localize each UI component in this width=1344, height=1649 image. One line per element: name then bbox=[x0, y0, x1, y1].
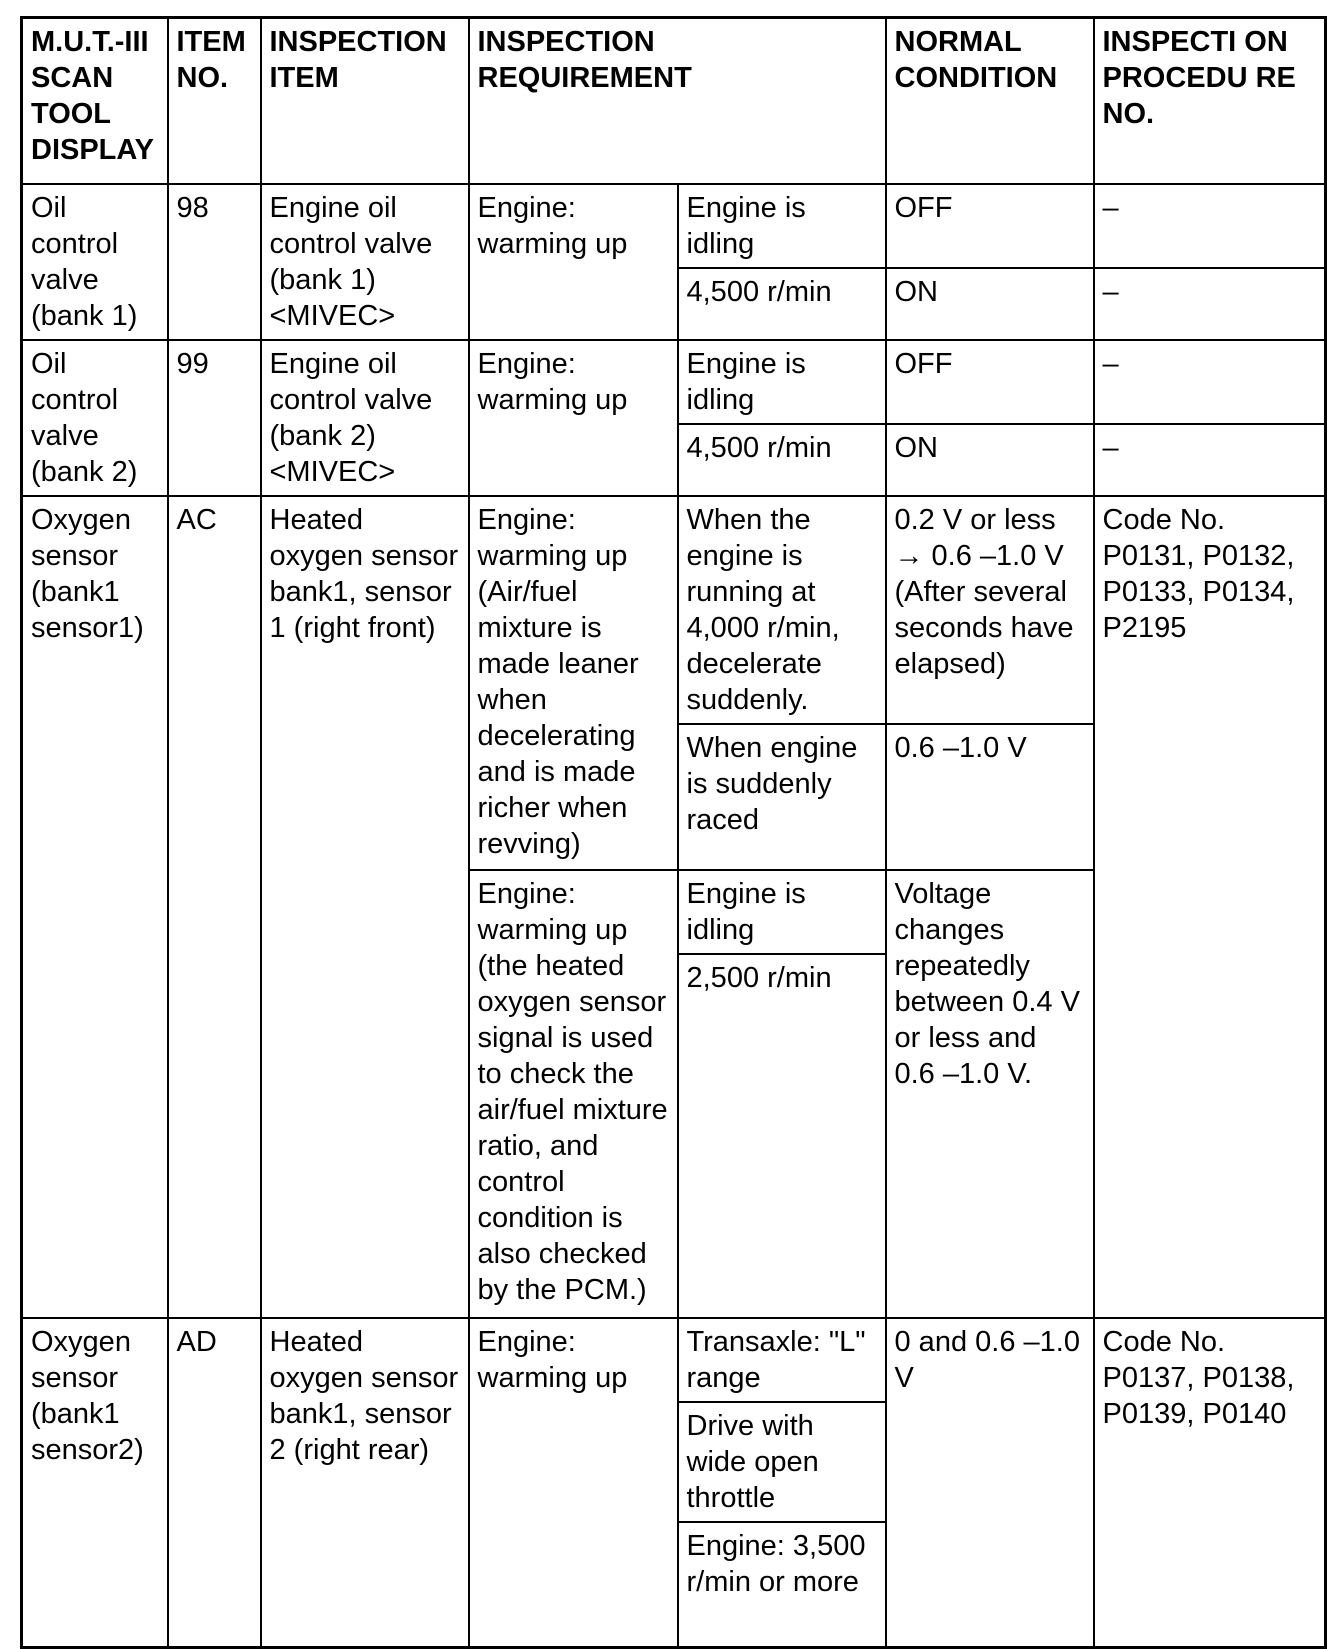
cell-condition: Engine is idling bbox=[678, 184, 886, 268]
cell-display: Oxygen sensor (bank1 sensor1) bbox=[22, 496, 168, 1318]
cell-normal: 0.2 V or less → 0.6 –1.0 V (After several seconds have elapsed) bbox=[886, 496, 1094, 724]
cell-inspection-item: Engine oil control valve (bank 1) <MIVEC> bbox=[261, 184, 469, 340]
cell-condition: Engine is idling bbox=[678, 870, 886, 954]
cell-condition: 4,500 r/min bbox=[678, 424, 886, 496]
cell-normal: 0.6 –1.0 V bbox=[886, 724, 1094, 870]
inspection-table bbox=[20, 16, 1327, 1649]
cell-procedure: – bbox=[1094, 424, 1326, 496]
cell-item-no: AD bbox=[168, 1318, 261, 1648]
cell-requirement: Engine: warming up bbox=[469, 1318, 678, 1648]
cell-item-no: 98 bbox=[168, 184, 261, 340]
header-item-no: ITEM NO. bbox=[168, 18, 261, 184]
cell-inspection-item: Engine oil control valve (bank 2) <MIVEC> bbox=[261, 340, 469, 496]
cell-requirement: Engine: warming up bbox=[469, 340, 678, 496]
cell-procedure: – bbox=[1094, 184, 1326, 268]
cell-normal: Voltage changes repeatedly between 0.4 V or less and 0.6 –1.0 V. bbox=[886, 870, 1094, 1318]
table-row bbox=[22, 184, 1326, 268]
cell-condition: Transaxle: "L" range bbox=[678, 1318, 886, 1402]
cell-condition: 2,500 r/min bbox=[678, 954, 886, 1318]
cell-condition: Engine is idling bbox=[678, 340, 886, 424]
cell-condition: When the engine is running at 4,000 r/min, decelerate suddenly. bbox=[678, 496, 886, 724]
table-row bbox=[22, 340, 1326, 424]
header-display: M.U.T.-III SCAN TOOL DISPLAY bbox=[22, 18, 168, 184]
cell-normal: ON bbox=[886, 268, 1094, 340]
table-row bbox=[22, 496, 1326, 724]
header-normal-condition: NORMAL CONDITION bbox=[886, 18, 1094, 184]
cell-condition: Drive with wide open throttle bbox=[678, 1402, 886, 1522]
cell-display: Oil control valve (bank 2) bbox=[22, 340, 168, 496]
cell-procedure: – bbox=[1094, 340, 1326, 424]
cell-item-no: 99 bbox=[168, 340, 261, 496]
cell-requirement: Engine: warming up (Air/fuel mixture is made leaner when decelerating and is made richer when revving) bbox=[469, 496, 678, 870]
cell-requirement: Engine: warming up bbox=[469, 184, 678, 340]
header-row bbox=[22, 18, 1326, 184]
header-procedure: INSPECTI ON PROCEDU RE NO. bbox=[1094, 18, 1326, 184]
cell-display: Oxygen sensor (bank1 sensor2) bbox=[22, 1318, 168, 1648]
cell-inspection-item: Heated oxygen sensor bank1, sensor 2 (right rear) bbox=[261, 1318, 469, 1648]
cell-normal: ON bbox=[886, 424, 1094, 496]
cell-normal: OFF bbox=[886, 340, 1094, 424]
cell-procedure: – bbox=[1094, 268, 1326, 340]
cell-normal: 0 and 0.6 –1.0 V bbox=[886, 1318, 1094, 1648]
table-row bbox=[22, 1318, 1326, 1402]
cell-display: Oil control valve (bank 1) bbox=[22, 184, 168, 340]
cell-item-no: AC bbox=[168, 496, 261, 1318]
header-inspection-item: INSPECTION ITEM bbox=[261, 18, 469, 184]
cell-requirement: Engine: warming up (the heated oxygen sensor signal is used to check the air/fuel mixture ratio, and control condition is also checked by the PCM.) bbox=[469, 870, 678, 1318]
cell-procedure: Code No. P0131, P0132, P0133, P0134, P2195 bbox=[1094, 496, 1326, 1318]
cell-condition: When engine is suddenly raced bbox=[678, 724, 886, 870]
cell-inspection-item: Heated oxygen sensor bank1, sensor 1 (right front) bbox=[261, 496, 469, 1318]
cell-condition: 4,500 r/min bbox=[678, 268, 886, 340]
cell-condition: Engine: 3,500 r/min or more bbox=[678, 1522, 886, 1648]
cell-normal: OFF bbox=[886, 184, 1094, 268]
header-requirement: INSPECTION REQUIREMENT bbox=[469, 18, 886, 184]
cell-procedure: Code No. P0137, P0138, P0139, P0140 bbox=[1094, 1318, 1326, 1648]
